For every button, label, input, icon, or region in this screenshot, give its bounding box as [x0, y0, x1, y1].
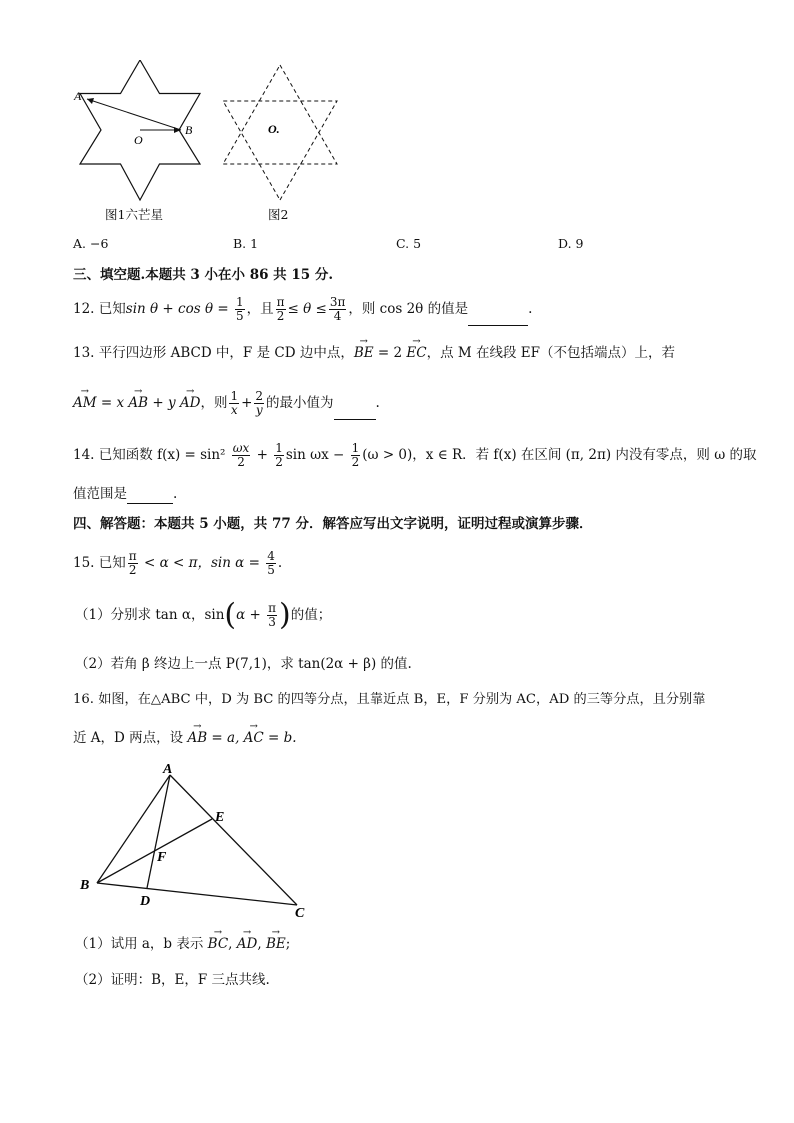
fig1-label-A: A	[74, 89, 82, 103]
tri-label-C: C	[295, 906, 305, 921]
question-13-line2: → AM = x → AB + y → AD，则 $\frac{1}{x}$ + $\frac{2}{y}$ 的最小值为 .	[73, 386, 380, 420]
fig1-caption: 图1六芒星	[105, 207, 163, 222]
fig1-label-O: O	[134, 133, 143, 147]
question-15: 15. 已知 $\frac{\pi}{2}$ < α < π，sin α = $\frac{4}{5}$ .	[73, 549, 283, 577]
q12-answer-blank[interactable]	[468, 307, 528, 326]
question-14-line2: 值范围是 .	[73, 486, 178, 502]
q11-option-b: B. 1	[233, 236, 259, 251]
fig1-label-B: B	[185, 123, 193, 137]
hexagram-figure-2	[210, 62, 350, 212]
question-16-part2: （2）证明：B，E，F 三点共线.	[75, 972, 270, 988]
hexagram-figure-1	[70, 60, 210, 210]
tri-label-A: A	[163, 762, 173, 777]
tri-label-F: F	[157, 850, 167, 865]
section3-title: 三、填空题.本题共 3 小在小 86 共 15 分.	[73, 267, 334, 283]
question-16-line2: 近 A，D 两点，设 → AB = a, → AC = b.	[73, 728, 297, 748]
q11-option-d: D. 9	[558, 236, 584, 251]
question-12: 12. 已知sin θ + cos θ = $\frac{1}{5}$ ，且 $\frac{\pi}{2}$ ≤ θ ≤ $\frac{3\pi}{4}$ ，则 cos 2θ 的值是 .	[73, 292, 532, 326]
question-13-line1: 13. 平行四边形 ABCD 中，F 是 CD 边中点，→ BE = 2 → EC，点 M 在线段 EF（不包括端点）上，若	[73, 343, 675, 363]
q11-option-c: C. 5	[396, 236, 422, 251]
triangle-figure	[75, 755, 325, 925]
question-15-part1: （1）分别求 tan α，sin(α + $\frac{\pi}{3}$ )的值；	[75, 597, 332, 633]
fig2-caption: 图2	[268, 207, 289, 222]
question-15-part2: （2）若角 β 终边上一点 P(7,1)，求 tan(2α + β) 的值.	[75, 656, 412, 672]
tri-label-B: B	[80, 878, 90, 893]
q14-answer-blank[interactable]	[127, 485, 173, 504]
q11-option-a: A. −6	[73, 236, 109, 251]
section4-title: 四、解答题：本题共 5 小题，共 77 分．解答应写出文字说明，证明过程或演算步骤．	[73, 516, 593, 532]
question-16-line1: 16. 如图，在△ABC 中，D 为 BC 的四等分点，且靠近点 B，E，F 分别为 AC，AD 的三等分点，且分别靠	[73, 692, 706, 707]
q13-answer-blank[interactable]	[334, 401, 376, 420]
tri-label-E: E	[215, 810, 225, 825]
question-14-line1: 14. 已知函数 f(x) = sin² $\frac{\omega x}{2}$ + $\frac{1}{2}$ sin ωx − $\frac{1}{2}$ (ω > 0)，x ∈ R．若 f(x) 在区间 (π, 2π) 内没有零点，则 ω 的取	[73, 441, 757, 469]
question-16-part1: （1）试用 a，b 表示 → BC, → AD, → BE;	[75, 934, 290, 954]
fig2-label-O: O.	[268, 122, 280, 136]
tri-label-D: D	[140, 894, 151, 909]
